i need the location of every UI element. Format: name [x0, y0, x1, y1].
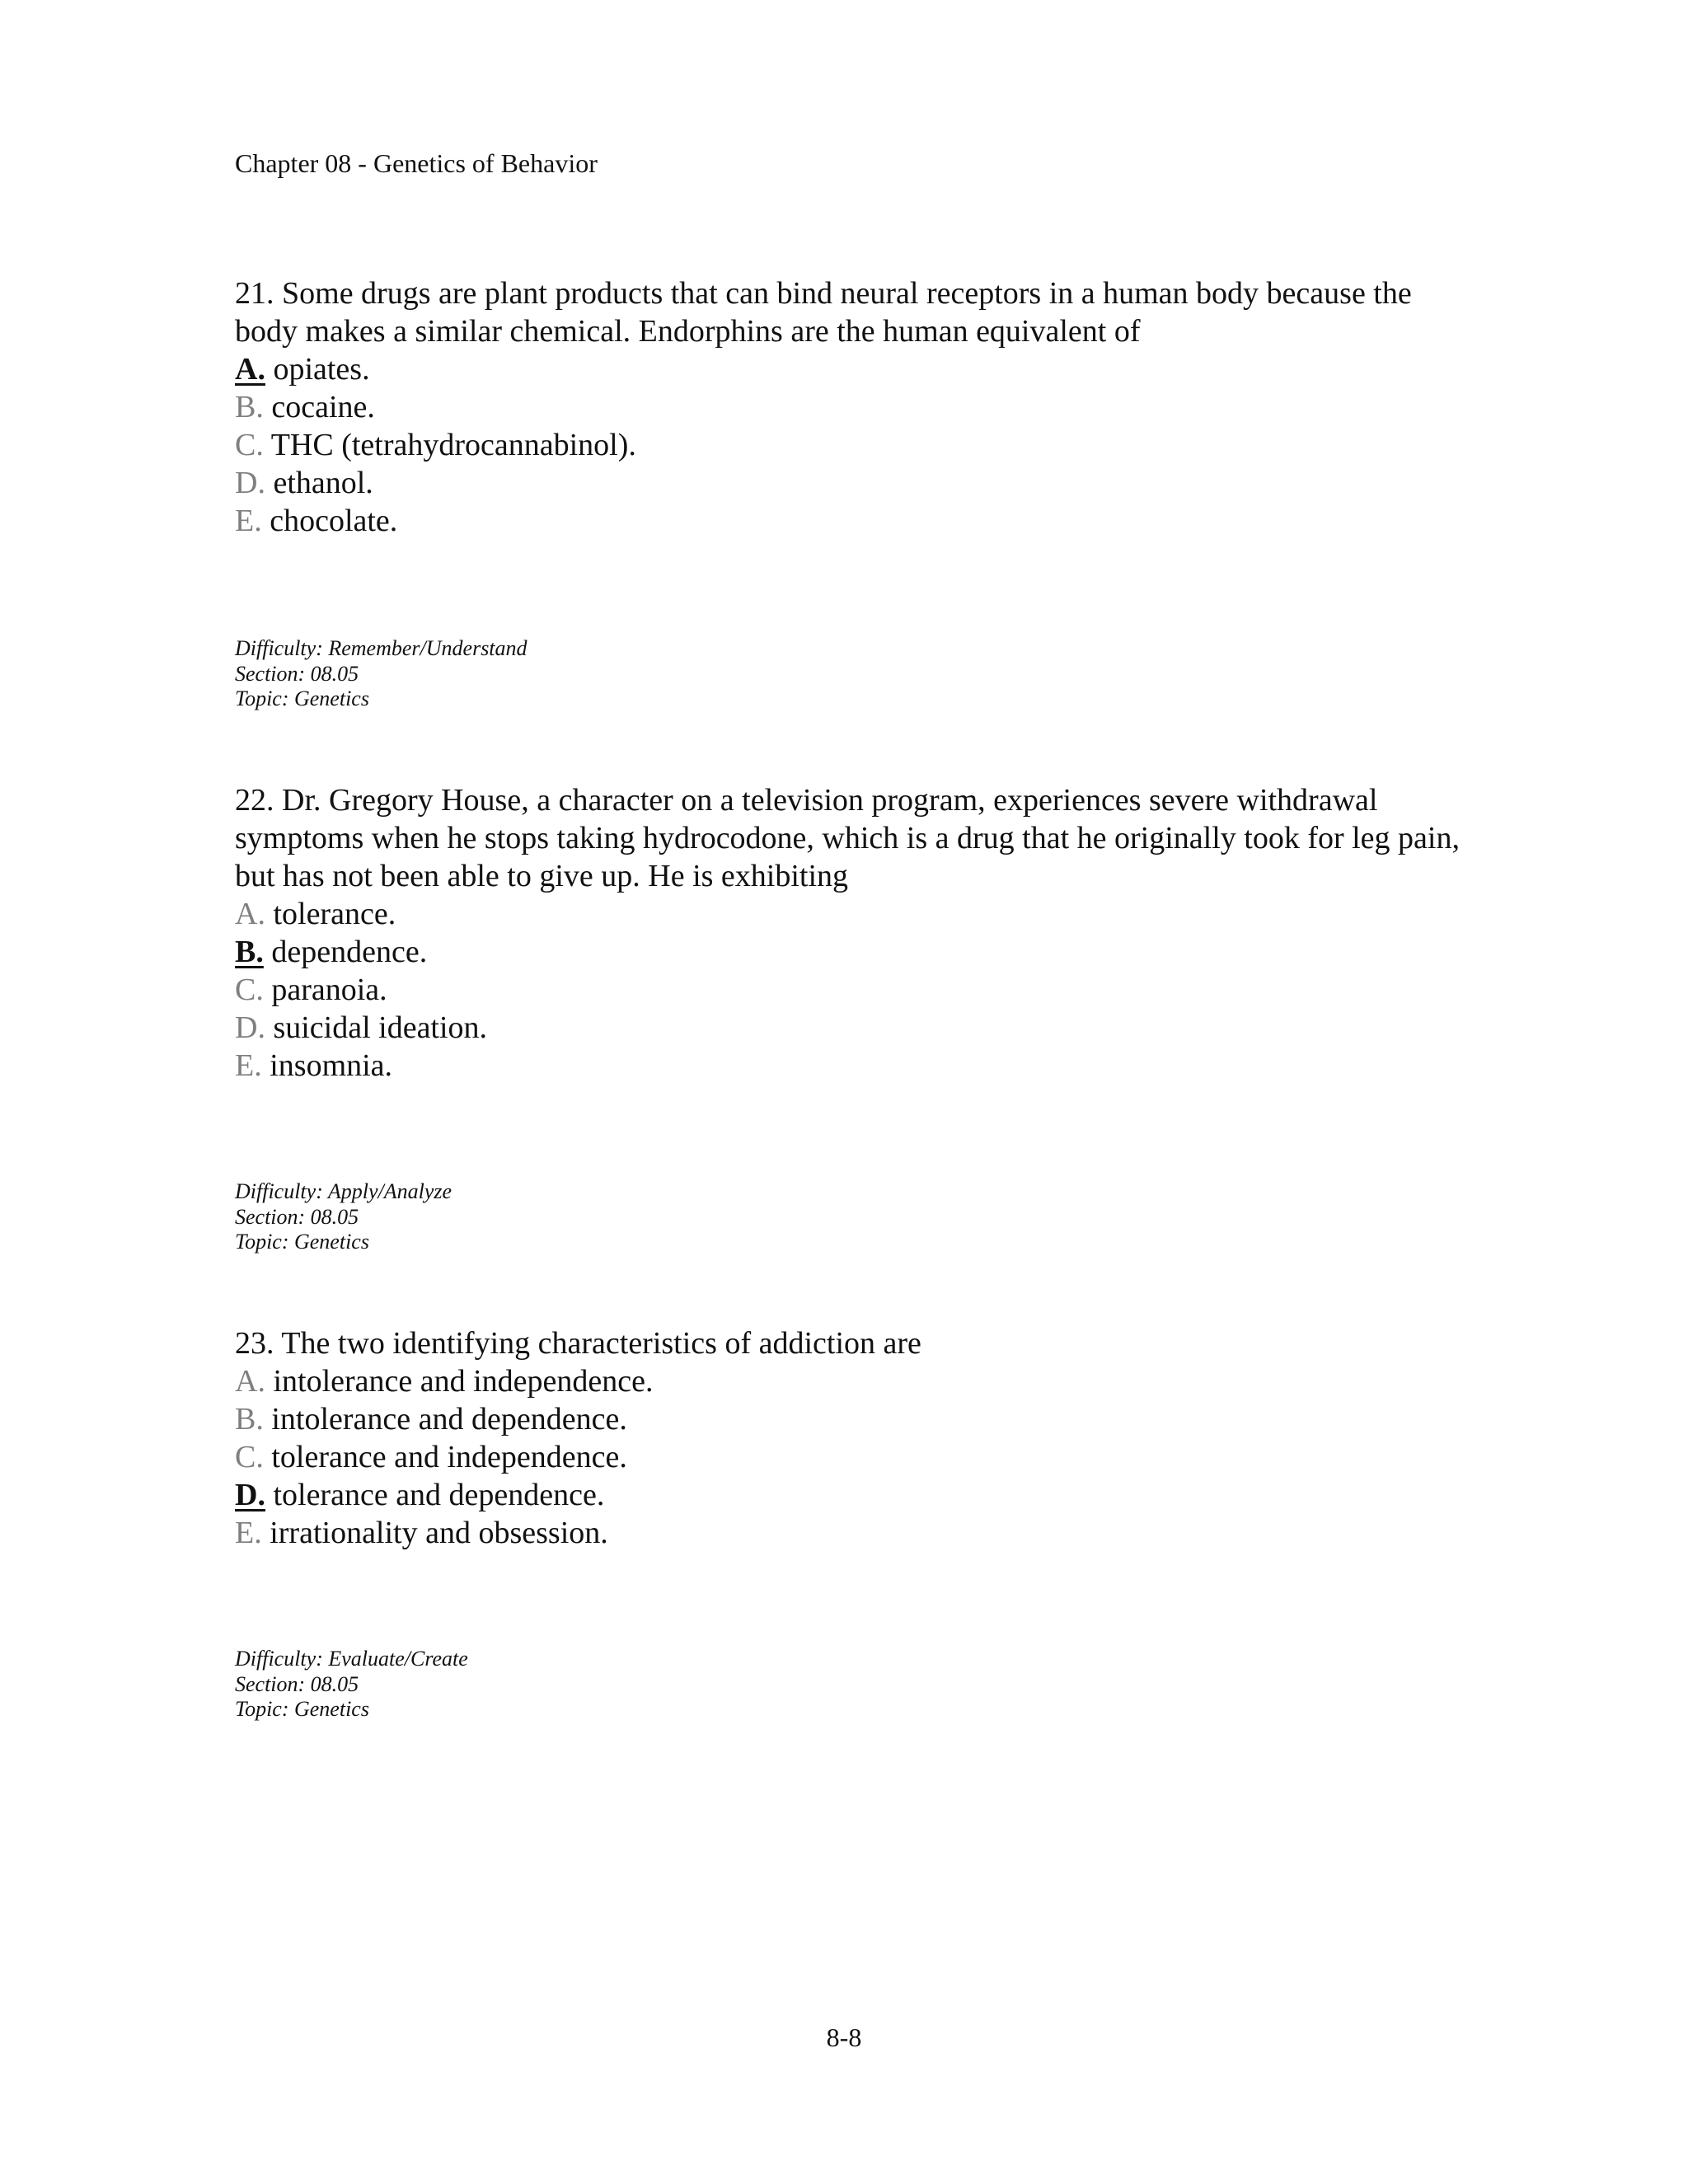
- option-letter: D.: [235, 1010, 265, 1045]
- option-text: intolerance and dependence.: [271, 1402, 627, 1436]
- option-e: [235, 1047, 1479, 1085]
- section-label: Section: 08.05: [235, 661, 359, 686]
- page-header: Chapter 08 - Genetics of Behavior: [235, 148, 598, 178]
- question-stem: 23. The two identifying characteristics of addiction are: [235, 1326, 921, 1361]
- option-letter: A.: [235, 1364, 265, 1399]
- topic-label: Topic: Genetics: [235, 687, 369, 710]
- option-text: cocaine.: [271, 390, 375, 424]
- option-text: chocolate.: [270, 504, 398, 538]
- option-b: [235, 933, 1479, 971]
- option-c: [235, 426, 1479, 464]
- option-a: [235, 350, 1479, 388]
- option-letter: C.: [235, 1440, 264, 1474]
- option-letter: A.: [235, 897, 265, 931]
- option-letter: B.: [235, 390, 264, 424]
- option-letter: D.: [235, 1478, 265, 1512]
- question-stem: 22. Dr. Gregory House, a character on a television program, experiences severe withdrawal symptoms when he stops taking hydrocodone, which is a drug that he originally took for leg pain, but has not been able to give up. He is exhibiting: [235, 783, 1460, 893]
- question-22: [235, 781, 1479, 1085]
- difficulty-label: Difficulty: Apply/Analyze: [235, 1179, 452, 1203]
- question-23-metadata: [235, 1647, 468, 1722]
- option-letter: E.: [235, 1516, 262, 1550]
- option-text: suicidal ideation.: [273, 1010, 488, 1045]
- topic-label: Topic: Genetics: [235, 1697, 369, 1721]
- answer-options: [235, 895, 1479, 1085]
- question-stem: 21. Some drugs are plant products that can bind neural receptors in a human body because the body makes a similar chemical. Endorphins are the human equivalent of: [235, 276, 1412, 349]
- option-text: irrationality and obsession.: [270, 1516, 608, 1550]
- option-e: [235, 502, 1479, 540]
- option-d: [235, 464, 1479, 502]
- section-label: Section: 08.05: [235, 1671, 359, 1696]
- option-letter: C.: [235, 428, 264, 462]
- option-letter: C.: [235, 972, 264, 1007]
- option-text: intolerance and independence.: [273, 1364, 654, 1399]
- answer-options: [235, 350, 1479, 540]
- option-text: paranoia.: [271, 972, 387, 1007]
- option-letter: D.: [235, 466, 265, 500]
- option-a: [235, 1362, 1479, 1400]
- difficulty-label: Difficulty: Remember/Understand: [235, 636, 528, 660]
- difficulty-label: Difficulty: Evaluate/Create: [235, 1647, 468, 1671]
- option-text: THC (tetrahydrocannabinol).: [270, 428, 636, 462]
- option-e: [235, 1514, 1479, 1552]
- question-21: [235, 274, 1479, 540]
- question-23: [235, 1324, 1479, 1552]
- option-text: dependence.: [271, 935, 428, 969]
- option-text: ethanol.: [273, 466, 373, 500]
- option-letter: E.: [235, 504, 262, 538]
- question-21-metadata: [235, 636, 528, 712]
- option-letter: B.: [235, 935, 264, 969]
- question-22-metadata: [235, 1179, 452, 1255]
- page-number: 8-8: [826, 2022, 862, 2052]
- option-a: [235, 895, 1479, 933]
- option-c: [235, 971, 1479, 1009]
- option-c: [235, 1438, 1479, 1476]
- option-text: insomnia.: [270, 1048, 393, 1083]
- option-text: tolerance and dependence.: [273, 1478, 605, 1512]
- option-b: [235, 1400, 1479, 1438]
- option-d: [235, 1476, 1479, 1514]
- option-d: [235, 1009, 1479, 1047]
- option-text: tolerance and independence.: [271, 1440, 627, 1474]
- option-text: tolerance.: [273, 897, 396, 931]
- option-b: [235, 388, 1479, 426]
- option-letter: B.: [235, 1402, 264, 1436]
- section-label: Section: 08.05: [235, 1204, 359, 1229]
- option-letter: E.: [235, 1048, 262, 1083]
- topic-label: Topic: Genetics: [235, 1230, 369, 1254]
- option-letter: A.: [235, 352, 265, 387]
- option-text: opiates.: [273, 352, 370, 387]
- answer-options: [235, 1362, 1479, 1552]
